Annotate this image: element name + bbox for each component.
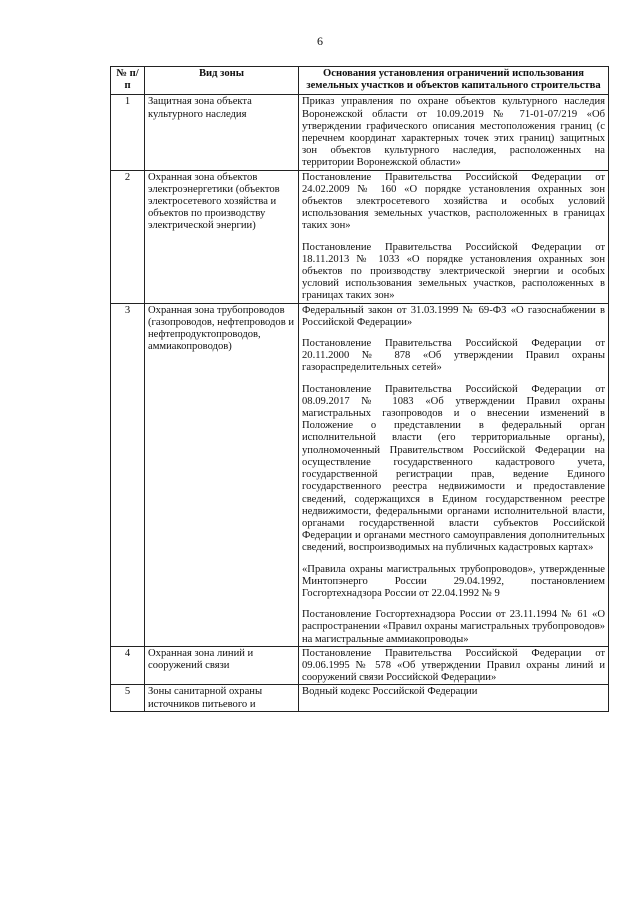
legal-basis [299, 303, 609, 646]
legal-basis [299, 170, 609, 303]
legal-basis-paragraph: Водный кодекс Российской Федерации [302, 686, 478, 698]
table-header-row [111, 67, 609, 95]
table-row [111, 646, 609, 685]
table-row [111, 303, 609, 646]
row-number: 1 [111, 95, 145, 170]
legal-basis [299, 685, 609, 711]
zone-type: Охранная зона трубопроводов (газопроводов, нефтепроводов и нефтепродуктопроводов, аммиакопроводов) [145, 303, 299, 646]
table-row [111, 95, 609, 170]
legal-basis [299, 95, 609, 170]
zone-type: Зоны санитарной охраны источников питьевого и [145, 685, 299, 711]
legal-basis-paragraph: Постановление Правительства Российской Федерации от 09.06.1995 № 578 «Об утверждении Правил охраны линий и сооружений связи Российской Федерации» [302, 647, 605, 684]
row-number: 3 [111, 303, 145, 646]
zone-type: Охранная зона линий и сооружений связи [145, 646, 299, 685]
legal-basis-paragraph: «Правила охраны магистральных трубопроводов», утвержденные Минтопэнерго России 29.04.1992, постановлением Госгортехнадзора России от 22.04.1992 № 9 [302, 563, 605, 599]
legal-basis-paragraph: Постановление Правительства Российской Федерации от 18.11.2013 № 1033 «О порядке установления охранных зон объектов по производству электрической энергии и особых условий использования земельных участков, расположенных в границах таких зон» [302, 241, 605, 302]
row-number: 2 [111, 170, 145, 303]
legal-basis-paragraph: Федеральный закон от 31.03.1999 № 69-ФЗ «О газоснабжении в Российской Федерации» [302, 304, 605, 328]
table-body [111, 95, 609, 711]
legal-basis [299, 646, 609, 685]
legal-basis-paragraph: Постановление Правительства Российской Федерации от 08.09.2017 № 1083 «Об утверждении Правил охраны магистральных газопроводов и о внесении изменений в Положение о представлении в федеральный орган исполнительной власти (его территориальные органы), уполномоченный Правительством Российской Федерации на осуществление государственного кадастрового учета, государственной регистрации прав, ведение Единого государственного реестра недвижимости и предоставление сведений, содержащихся в Едином государственном реестре недвижимости, федеральными органами исполнительной власти, органами государственной власти субъектов Российской Федерации и органами местного самоуправления дополнительных сведений, воспроизводимых на публичных кадастровых картах» [302, 383, 605, 554]
legal-basis-paragraph: Приказ управления по охране объектов культурного наследия Воронежской области от 10.09.2019 № 71-01-07/219 «Об утверждении графического описания местоположения границ (с перечнем координат характерных точек этих границ) защитных зон объектов культурного наследия, расположенных на территории Воронежской области» [302, 96, 605, 169]
zone-type: Охранная зона объектов электроэнергетики (объектов электросетевого хозяйства и объектов по производству электрической энергии) [145, 170, 299, 303]
header-num: № п/п [111, 67, 145, 95]
table-row [111, 685, 609, 711]
header-zone: Вид зоны [145, 67, 299, 95]
row-number: 4 [111, 646, 145, 685]
table-row [111, 170, 609, 303]
header-basis: Основания установления ограничений использования земельных участков и объектов капитального строительства [299, 67, 609, 95]
page-number: 6 [317, 34, 323, 48]
row-number: 5 [111, 685, 145, 711]
legal-basis-paragraph: Постановление Госгортехнадзора России от 23.11.1994 № 61 «О распространении «Правил охраны магистральных трубопроводов» на магистральные аммиакопроводы» [302, 609, 605, 645]
legal-basis-paragraph: Постановление Правительства Российской Федерации от 24.02.2009 № 160 «О порядке установления охранных зон объектов электросетевого хозяйства и особых условий использования земельных участков, расположенных в границах таких зон» [302, 171, 605, 232]
zone-type: Защитная зона объекта культурного наследия [145, 95, 299, 170]
legal-basis-paragraph: Постановление Правительства Российской Федерации от 20.11.2000 № 878 «Об утверждении Правил охраны газораспределительных сетей» [302, 338, 605, 374]
restrictions-table [110, 66, 609, 712]
